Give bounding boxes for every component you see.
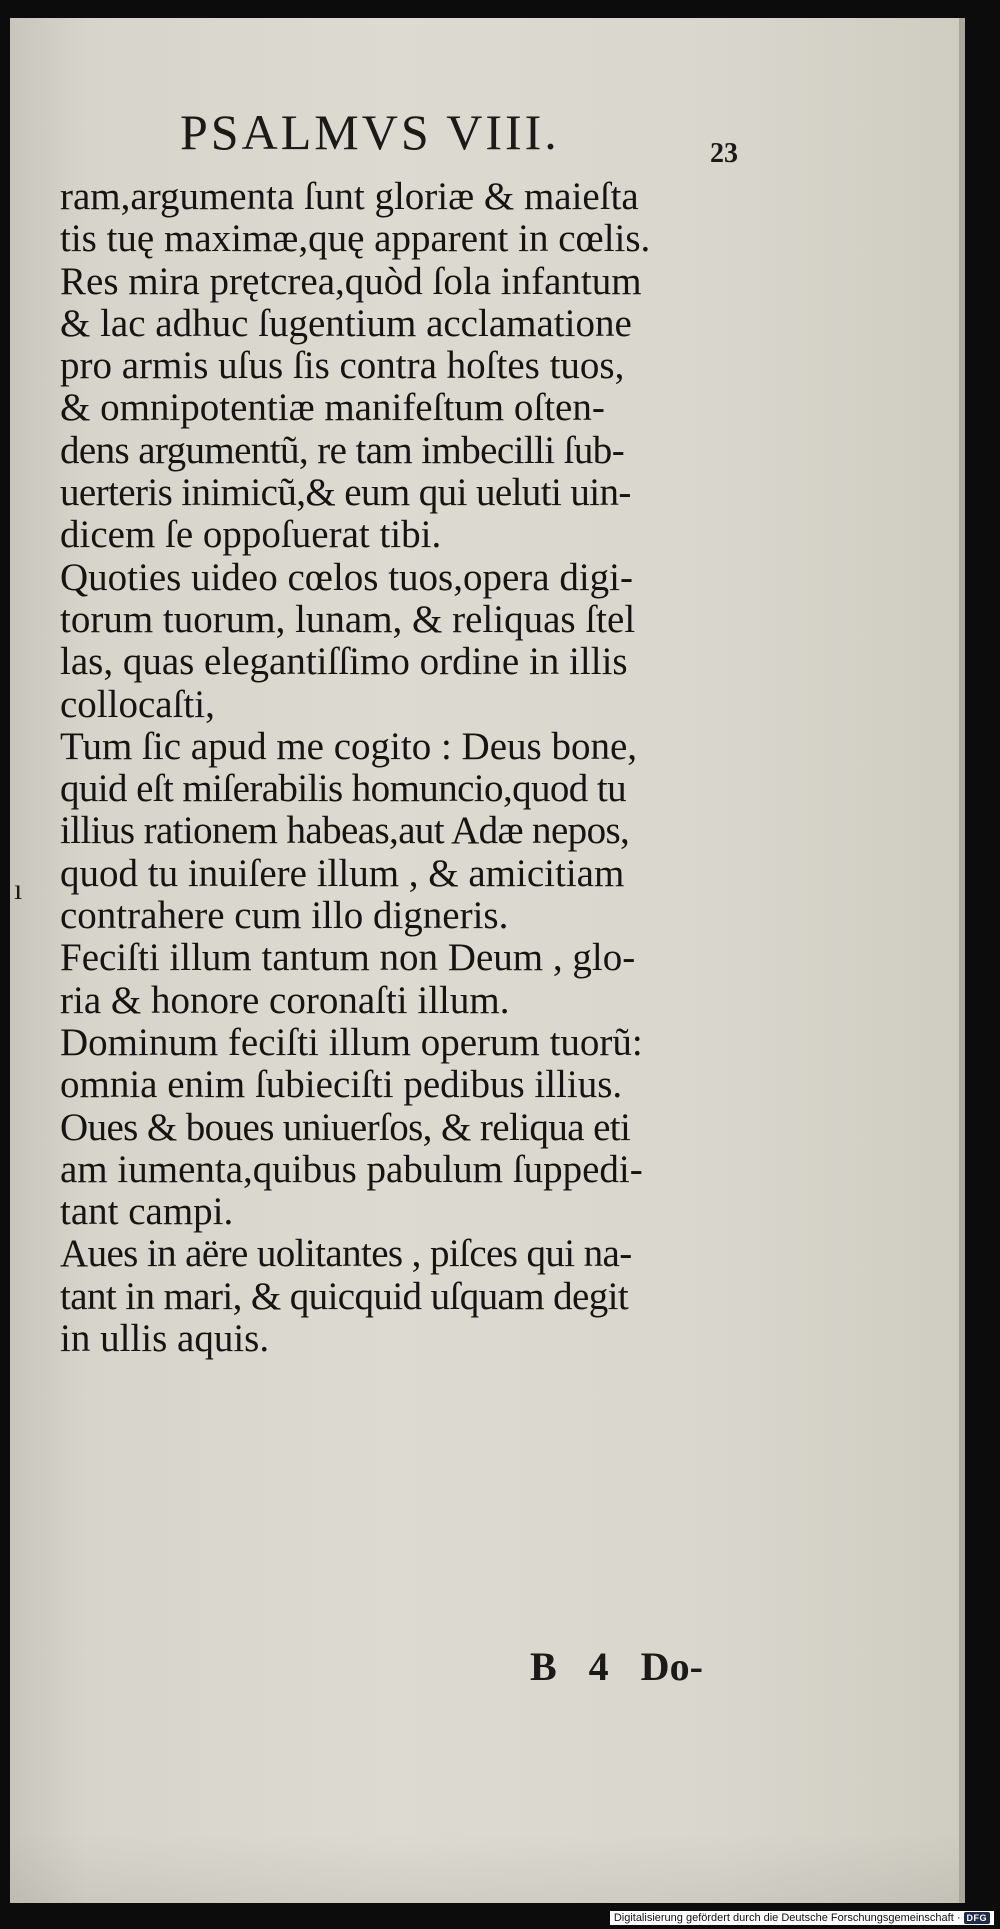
text-line: & omnipotentiæ manifeſtum oſten- — [60, 387, 605, 430]
text-line: ram,argumenta ſunt gloriæ & maieſta — [60, 176, 639, 218]
text-line: in ullis aquis. — [60, 1318, 270, 1361]
credit-text: Digitalisierung gefördert durch die Deutsche Forschungsgemeinschaft · — [613, 1912, 961, 1924]
running-head: PSALMVS VIII. — [180, 104, 560, 160]
book-page — [10, 18, 965, 1903]
page-number: 23 — [710, 138, 738, 169]
text-line: Aues in aëre uolitantes , piſces qui na- — [60, 1233, 632, 1276]
text-line: Oues & boues uniuerſos, & reliqua eti — [60, 1106, 631, 1149]
text-line: omnia enim ſubieciſti pedibus illius. — [60, 1064, 623, 1107]
dfg-logo: DFG — [964, 1912, 991, 1924]
psalm-text-block — [60, 176, 770, 1360]
text-line: pro armis uſus ſis contra hoſtes tuos, — [60, 345, 625, 388]
text-line: collocaſti, — [60, 683, 215, 726]
text-line: Res mira prętcrea,quòd ſola infantum — [60, 260, 642, 303]
text-line: dicem ſe oppoſuerat tibi. — [60, 514, 442, 557]
text-line: quod tu inuiſere illum , & amicitiam — [60, 852, 625, 895]
text-line: Dominum feciſti illum operum tuorũ: — [60, 1021, 643, 1064]
text-line: illius rationem habeas,aut Adæ nepos, — [60, 810, 630, 853]
catchword: B 4 Do- — [530, 1644, 703, 1689]
text-line: Quoties uideo cœlos tuos,opera digi- — [60, 556, 633, 599]
digitization-credit — [610, 1911, 994, 1925]
text-line: Tum ſic apud me cogito : Deus bone, — [60, 725, 638, 768]
text-line: tant in mari, & quicquid uſquam degit — [60, 1275, 629, 1318]
text-line: tis tuę maximæ,quę apparent in cœlis. — [60, 218, 651, 261]
text-line: Feciſti illum tantum non Deum , glo- — [60, 937, 636, 980]
margin-mark: ı — [14, 873, 23, 906]
text-line: & lac adhuc ſugentium acclamatione — [60, 302, 632, 345]
text-line: quid eſt miſerabilis homuncio,quod tu — [60, 768, 626, 811]
text-line: las, quas elegantiſſimo ordine in illis — [60, 641, 628, 684]
text-line: ria & honore coronaſti illum. — [60, 979, 510, 1022]
text-line: am iumenta,quibus pabulum ſuppedi- — [60, 1148, 643, 1191]
text-line: contrahere cum illo digneris. — [60, 895, 509, 938]
text-line: torum tuorum, lunam, & reliquas ſtel — [60, 598, 636, 641]
text-line: tant campi. — [60, 1191, 234, 1234]
text-line: uerteris inimicũ,& eum qui ueluti uin- — [60, 472, 631, 515]
text-line: dens argumentũ, re tam imbecilli ſub- — [60, 429, 625, 472]
